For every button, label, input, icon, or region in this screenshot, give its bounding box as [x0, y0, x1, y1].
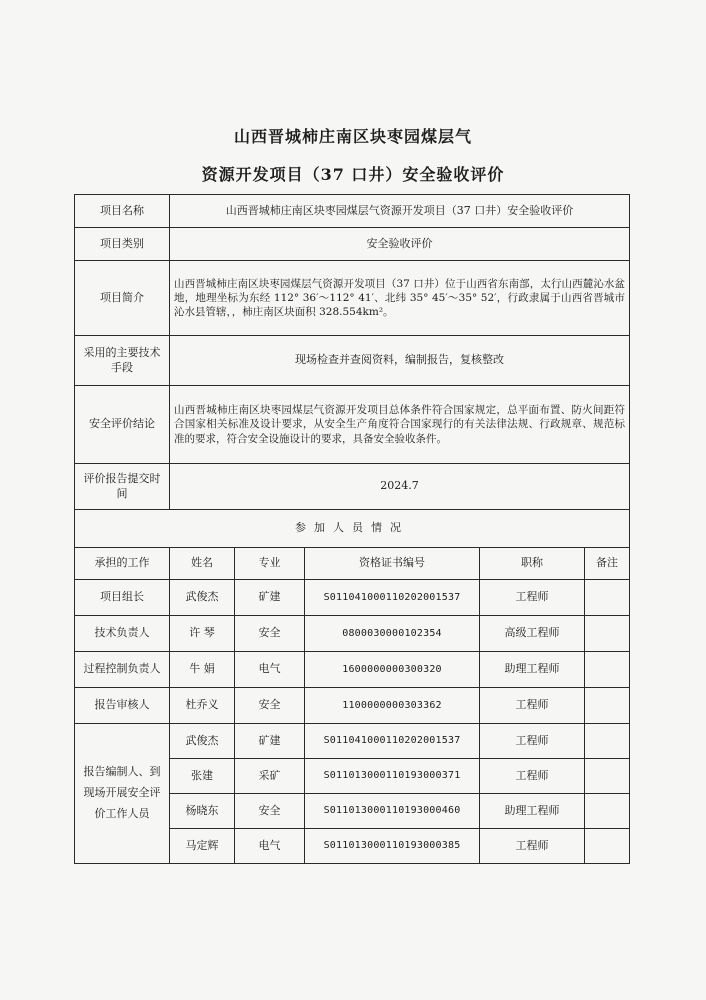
row-project-type	[75, 228, 630, 261]
submit-value: 2024.7	[170, 464, 630, 510]
row-project-intro	[75, 261, 630, 336]
name-cell: 武俊杰	[170, 724, 235, 759]
note-cell	[585, 616, 630, 652]
name-cell: 许 琴	[170, 616, 235, 652]
document-title-line1: 山西晋城柿庄南区块枣园煤层气	[233, 127, 472, 146]
title-cell: 助理工程师	[480, 794, 585, 829]
note-cell	[585, 794, 630, 829]
personnel-section-title: 参加人员情况	[75, 510, 630, 548]
tech-value: 现场检查并查阅资料，编制报告，复核整改	[170, 336, 630, 386]
table-row	[75, 580, 630, 616]
cert-cell: 1100000000303362	[305, 688, 480, 724]
major-cell: 安全	[235, 794, 305, 829]
major-cell: 安全	[235, 688, 305, 724]
row-conclusion	[75, 386, 630, 464]
cert-cell: S011041000110202001537	[305, 580, 480, 616]
personnel-header-row	[75, 548, 630, 580]
project-name-label: 项目名称	[75, 195, 170, 228]
conclusion-value: 山西晋城柿庄南区块枣园煤层气资源开发项目总体条件符合国家规定，总平面布置、防火间距符合国家相关标准及设计要求，从安全生产角度符合国家现行的有关法律法规、行政规章、规范标准的要求，符合安全设施设计的要求，具备安全验收条件。	[170, 386, 630, 464]
title-cell: 工程师	[480, 829, 585, 864]
cert-cell: 1600000000300320	[305, 652, 480, 688]
major-cell: 电气	[235, 652, 305, 688]
major-cell: 矿建	[235, 580, 305, 616]
table-row	[75, 616, 630, 652]
header-major: 专业	[235, 548, 305, 580]
title-cell: 助理工程师	[480, 652, 585, 688]
note-cell	[585, 829, 630, 864]
major-cell: 电气	[235, 829, 305, 864]
name-cell: 杨晓东	[170, 794, 235, 829]
name-cell: 武俊杰	[170, 580, 235, 616]
group-duty-cell: 报告编制人、到现场开展安全评价工作人员	[75, 724, 170, 864]
cert-cell: S011013000110193000460	[305, 794, 480, 829]
document-title-line2: 资源开发项目（37 口井）安全验收评价	[201, 165, 505, 184]
project-name-value: 山西晋城柿庄南区块枣园煤层气资源开发项目（37 口井）安全验收评价	[170, 195, 630, 228]
row-submit	[75, 464, 630, 510]
duty-cell: 报告审核人	[75, 688, 170, 724]
title-cell: 工程师	[480, 580, 585, 616]
note-cell	[585, 652, 630, 688]
name-cell: 张建	[170, 759, 235, 794]
conclusion-label: 安全评价结论	[75, 386, 170, 464]
cert-cell: S011041000110202001537	[305, 724, 480, 759]
table-row	[75, 724, 630, 759]
evaluation-table	[74, 194, 630, 864]
project-type-label: 项目类别	[75, 228, 170, 261]
note-cell	[585, 580, 630, 616]
duty-cell: 项目组长	[75, 580, 170, 616]
title-cell: 工程师	[480, 759, 585, 794]
cert-cell: S011013000110193000385	[305, 829, 480, 864]
title-cell: 高级工程师	[480, 616, 585, 652]
title-cell: 工程师	[480, 688, 585, 724]
note-cell	[585, 724, 630, 759]
note-cell	[585, 688, 630, 724]
cert-cell: 0800030000102354	[305, 616, 480, 652]
header-note: 备注	[585, 548, 630, 580]
project-intro-label: 项目简介	[75, 261, 170, 336]
name-cell: 牛 娟	[170, 652, 235, 688]
submit-label: 评价报告提交时间	[75, 464, 170, 510]
row-project-name	[75, 195, 630, 228]
table-row	[75, 688, 630, 724]
duty-cell: 过程控制负责人	[75, 652, 170, 688]
header-title: 职称	[480, 548, 585, 580]
cert-cell: S011013000110193000371	[305, 759, 480, 794]
header-cert: 资格证书编号	[305, 548, 480, 580]
tech-label: 采用的主要技术手段	[75, 336, 170, 386]
row-tech	[75, 336, 630, 386]
name-cell: 杜乔义	[170, 688, 235, 724]
project-type-value: 安全验收评价	[170, 228, 630, 261]
header-name: 姓名	[170, 548, 235, 580]
note-cell	[585, 759, 630, 794]
project-intro-value: 山西晋城柿庄南区块枣园煤层气资源开发项目（37 口井）位于山西省东南部，太行山西麓沁水盆地，地理坐标为东经 112° 36′～112° 41′、北纬 35° 45′～35° 52′，行政隶属于山西省晋城市沁水县管辖，，柿庄南区块面积 328.554km²。	[170, 261, 630, 336]
title-cell: 工程师	[480, 724, 585, 759]
major-cell: 采矿	[235, 759, 305, 794]
major-cell: 安全	[235, 616, 305, 652]
header-duty: 承担的工作	[75, 548, 170, 580]
duty-cell: 技术负责人	[75, 616, 170, 652]
name-cell: 马定辉	[170, 829, 235, 864]
row-section-title	[75, 510, 630, 548]
major-cell: 矿建	[235, 724, 305, 759]
table-row	[75, 652, 630, 688]
